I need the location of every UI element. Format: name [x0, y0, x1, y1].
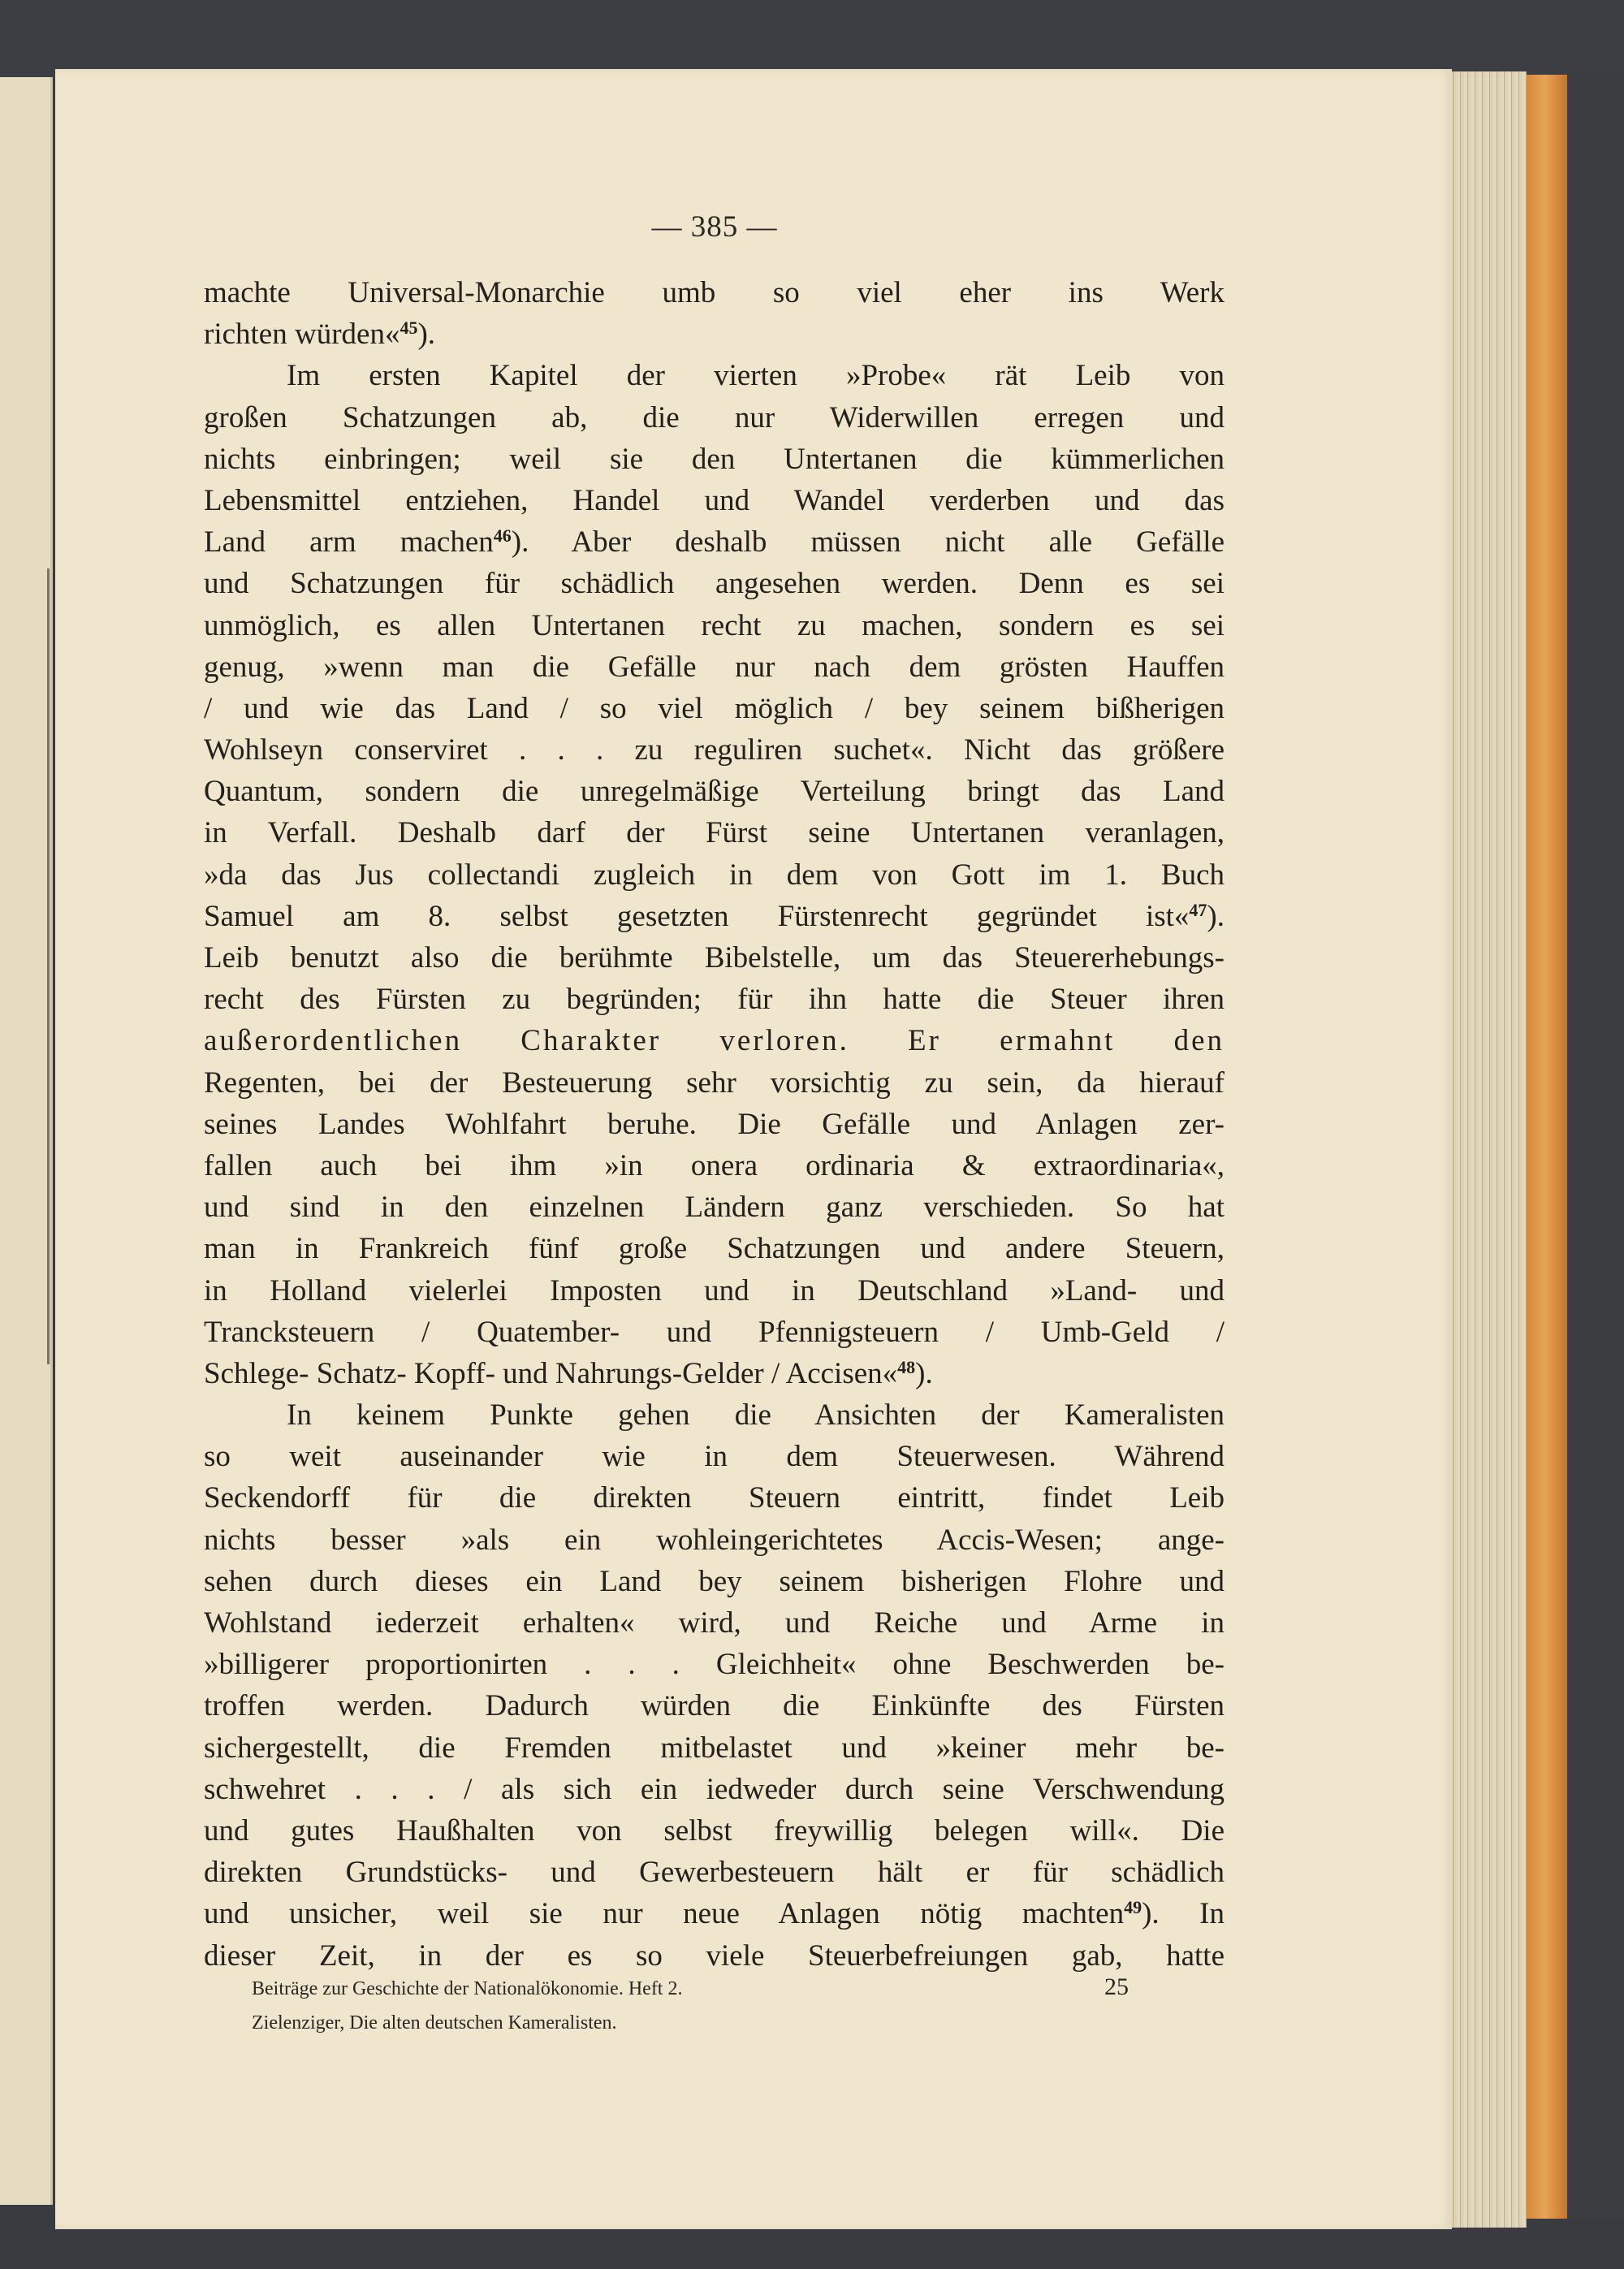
line-text-tail: ). [1207, 899, 1224, 933]
footnote-ref: 46 [493, 525, 512, 547]
text-line: Seckendorff für die direkten Steuern eintritt, findet Leib [204, 1481, 1224, 1515]
text-line [204, 1893, 1224, 1934]
text-line: und sind in den einzelnen Ländern ganz verschieden. So hat [204, 1191, 1224, 1225]
text-line: Leib benutzt also die berühmte Bibelstelle, um das Steuererhebungs- [204, 941, 1224, 975]
series-title: Beiträge zur Geschichte der Nationalökonomie. Heft 2. [252, 1978, 683, 1999]
text-line: sehen durch dieses ein Land bey seinem bisherigen Flohre und [204, 1564, 1224, 1598]
line-text: richten würden« [204, 318, 400, 352]
footer-row [252, 1973, 1129, 2001]
text-line: / und wie das Land / so viel möglich / bey seinem bißherigen [204, 691, 1224, 725]
text-line: troffen werden. Dadurch würden die Einkünfte des Fürsten [204, 1689, 1224, 1723]
text-line: man in Frankreich fünf große Schatzungen und andere Steuern, [204, 1232, 1224, 1266]
footnote-ref: 47 [1189, 899, 1207, 920]
scan-backdrop [0, 0, 1624, 77]
scan-backdrop-right [1567, 75, 1624, 2219]
text-line: »da das Jus collectandi zugleich in dem von Gott im 1. Buch [204, 858, 1224, 892]
footnote-ref: 49 [1124, 1897, 1142, 1918]
text-line: machte Universal-Monarchie umb so viel eher ins Werk [204, 276, 1224, 309]
line-text-tail: ). [417, 318, 436, 352]
text-line: Regenten, bei der Besteuerung sehr vorsichtig zu sein, da hierauf [204, 1065, 1224, 1100]
text-line: Quantum, sondern die unregelmäßige Verteilung bringt das Land [204, 775, 1224, 809]
sheet-number: 25 [1104, 1973, 1129, 2000]
gutter-shadow [47, 568, 50, 1364]
text-line: unmöglich, es allen Untertanen recht zu machen, sondern es sei [204, 608, 1224, 642]
page-stack-edges [1449, 71, 1527, 2228]
text-line: »billigerer proportionirten . . . Gleichheit« ohne Beschwerden be- [204, 1648, 1224, 1682]
line-text: Samuel am 8. selbst gesetzten Fürstenrecht gegründet ist« [204, 899, 1190, 933]
facing-page-edge [0, 77, 53, 2205]
page-footer [252, 1973, 1129, 2034]
text-line: nichts besser »als ein wohleingerichtetes Accis-Wesen; ange- [204, 1523, 1224, 1557]
text-line: direkten Grundstücks- und Gewerbesteuern hält er für schädlich [204, 1856, 1224, 1890]
text-line [204, 313, 1224, 355]
text-line [204, 1353, 1224, 1394]
line-text-tail: ). In [1142, 1897, 1224, 1931]
text-line: und gutes Haußhalten von selbst freywillig belegen will«. Die [204, 1813, 1224, 1848]
text-line: so weit auseinander wie in dem Steuerwesen. Während [204, 1440, 1224, 1474]
text-line: und Schatzungen für schädlich angesehen werden. Denn es sei [204, 567, 1224, 601]
line-text: Schlege- Schatz- Kopff- und Nahrungs-Gelder / Accisen« [204, 1356, 898, 1390]
text-line: Wohlstand iederzeit erhalten« wird, und Reiche und Arme in [204, 1606, 1224, 1640]
footnote-ref: 45 [400, 318, 418, 339]
text-line: fallen auch bei ihm »in onera ordinaria & extraordinaria«, [204, 1148, 1224, 1182]
text-line: in Holland vielerlei Imposten und in Deutschland »Land- und [204, 1273, 1224, 1307]
text-line: schwehret . . . / als sich ein iedweder durch seine Verschwendung [204, 1772, 1224, 1806]
text-line [204, 896, 1224, 937]
text-line: Wohlseyn conserviret . . . zu reguliren suchet«. Nicht das größere [204, 733, 1224, 767]
text-line: Trancksteuern / Quatember- und Pfennigsteuern / Umb-Geld / [204, 1315, 1224, 1349]
line-text-tail: ). [915, 1356, 933, 1390]
text-line: nichts einbringen; weil sie den Untertanen die kümmerlichen [204, 442, 1224, 476]
line-text: Land arm machen [204, 525, 494, 560]
line-text: und unsicher, weil sie nur neue Anlagen nötig machten [204, 1897, 1125, 1931]
text-line: großen Schatzungen ab, die nur Widerwillen erregen und [204, 400, 1224, 434]
text-line: recht des Fürsten zu begründen; für ihn hatte die Steuer ihren [204, 983, 1224, 1017]
text-line: seines Landes Wohlfahrt beruhe. Die Gefälle und Anlagen zer- [204, 1107, 1224, 1141]
text-line: Lebensmittel entziehen, Handel und Wandel verderben und das [204, 483, 1224, 517]
colored-book-edge [1527, 75, 1567, 2219]
footnote-ref: 48 [897, 1356, 916, 1377]
text-line [204, 521, 1224, 563]
text-line: in Verfall. Deshalb darf der Fürst seine Untertanen veranlagen, [204, 816, 1224, 850]
text-line: genug, »wenn man die Gefälle nur nach dem grösten Hauffen [204, 650, 1224, 684]
text-line: außerordentlichen Charakter verloren. Er ermahnt den [204, 1024, 1224, 1058]
text-line: In keinem Punkte gehen die Ansichten der Kameralisten [287, 1398, 1224, 1433]
text-line: dieser Zeit, in der es so viele Steuerbefreiungen gab, hatte [204, 1938, 1224, 1973]
page-number: — 385 — [651, 210, 778, 244]
body-text [204, 272, 1224, 1977]
text-line: Im ersten Kapitel der vierten »Probe« rät Leib von [287, 359, 1224, 393]
book-title: Zielenziger, Die alten deutschen Kameralisten. [252, 2012, 617, 2033]
line-text-tail: ). Aber deshalb müssen nicht alle Gefälle [511, 525, 1224, 560]
text-line: sichergestellt, die Fremden mitbelastet und »keiner mehr be- [204, 1731, 1224, 1765]
